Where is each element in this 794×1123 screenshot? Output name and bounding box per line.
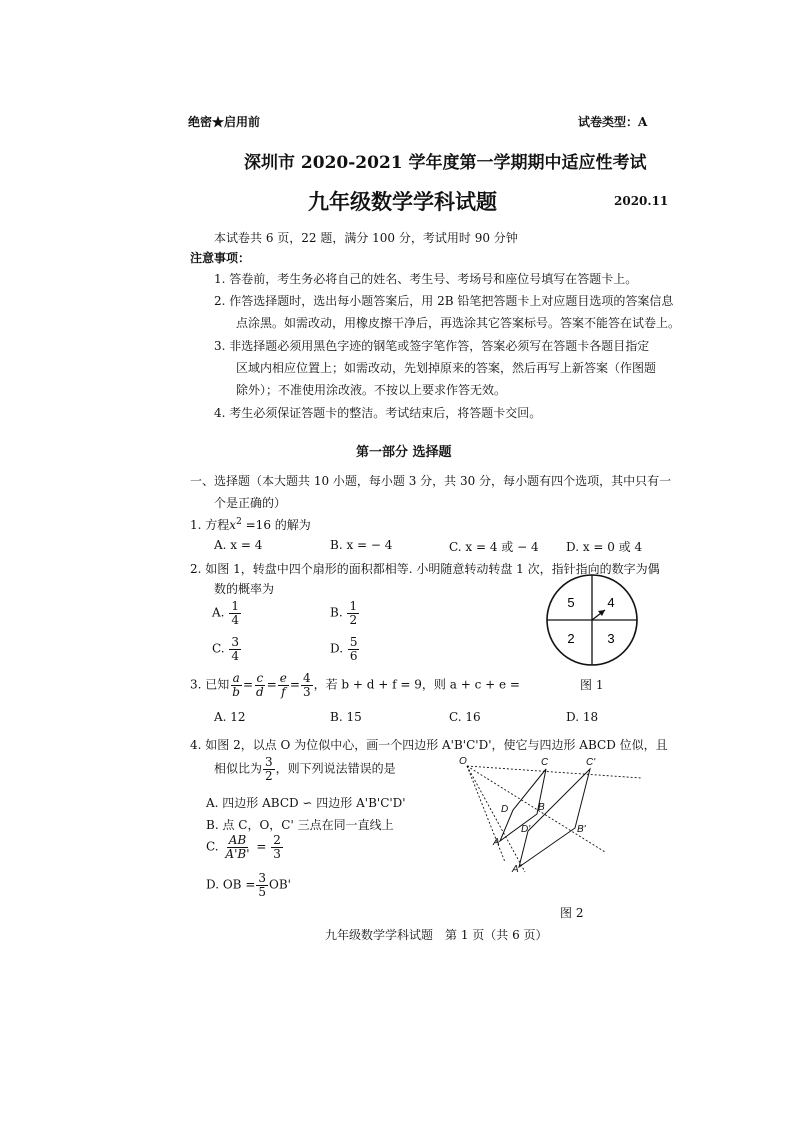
q2-c-fraction [229, 636, 241, 662]
q4-d-fraction [256, 872, 268, 898]
q4-line1-text: 如图 2，以点 O 为位似中心，画一个四边形 A'B'C'D'，使它与四边形 ABCD 位似，且 [205, 738, 668, 752]
spinner-sector-top-left: 5 [567, 595, 575, 610]
q4-ratio [263, 756, 275, 782]
q3-f1-num: a [232, 671, 240, 685]
q1-option-d: D. x = 0 或 4 [566, 540, 643, 554]
q3-f2-num: c [256, 671, 264, 685]
q2-c-label: C. [212, 641, 225, 656]
q3-frac-a-b [230, 672, 242, 698]
note-line: 点涂黑。如需改动，用橡皮擦干净后，再选涂其它答案标号。答案不能答在试卷上。 [236, 316, 681, 330]
point-label-a: A [493, 837, 500, 848]
q2-c-denominator: 4 [231, 648, 240, 663]
part1-title: 第一部分 选择题 [356, 445, 452, 460]
q4-d-label: D. [206, 877, 220, 892]
q4-c-label: C. [206, 839, 219, 854]
note-line: 3. 非选择题必须用黑色字迹的钢笔或签字笔作答，答案必须写在答题卡各题目指定 [214, 339, 650, 353]
spinner-sector-bottom-left: 2 [567, 631, 575, 646]
notes-title: 注意事项： [190, 251, 251, 265]
q2-line1-text: 如图 1，转盘中四个扇形的面积都相等. 小明随意转动转盘 1 次，指针指向的数字为偶 [205, 562, 660, 576]
q2-d-label: D. [330, 641, 344, 656]
point-label-a-prime: A' [512, 864, 521, 875]
q2-option-c [212, 636, 242, 662]
q4-c-rhs-num: 2 [273, 833, 281, 847]
point-label-c: C [541, 757, 549, 768]
figure-2-quadrilaterals [500, 769, 590, 867]
question-4-line1 [190, 736, 668, 753]
q2-number: 2. [190, 562, 202, 576]
q4-d-den: 5 [258, 884, 267, 899]
q3-option-d: D. 18 [566, 710, 599, 724]
q2-d-denominator: 6 [349, 648, 358, 663]
q3-frac-c-d [254, 672, 266, 698]
q4-ratio-den: 2 [265, 768, 273, 783]
point-label-o: O [459, 756, 467, 767]
q4-option-b: B. 点 C，O，C' 三点在同一直线上 [206, 818, 394, 832]
question-3-stem: 3. 已知 $\frac{a}{b}$ = $\frac{c}{d}$ = $\frac{e}{f}$ = $\frac{4}{3}$ ，若 b + d + f = 9，则 a + c + e = [190, 671, 520, 699]
question-1-stem [190, 516, 311, 533]
q1-stem-pre: 方程 [205, 518, 230, 532]
q4-ratio-num: 3 [265, 755, 273, 769]
page-footer: 九年级数学学科试题 第 1 页（共 6 页） [325, 928, 548, 942]
note-line: 除外）；不准使用涂改液。不按以上要求作答无效。 [236, 383, 507, 397]
q3-option-b: B. 15 [330, 710, 362, 724]
q2-b-fraction [347, 600, 359, 626]
point-label-b-prime: B' [577, 824, 586, 835]
q2-a-fraction [229, 600, 241, 626]
q3-f4-den: 3 [302, 684, 311, 699]
spinner-sector-top-right: 4 [607, 595, 615, 610]
exam-date: 2020.11 [614, 194, 669, 208]
q4-option-c [206, 834, 284, 860]
exam-title: 深圳市 2020-2021 学年度第一学期期中适应性考试 [244, 153, 647, 173]
figure-2-label: 图 2 [560, 906, 584, 920]
q3-option-c: C. 16 [449, 710, 481, 724]
q2-c-numerator: 3 [231, 635, 240, 649]
figure-1-spinner [542, 570, 642, 670]
quad-abcd-prime [519, 769, 590, 867]
point-label-c-prime: C' [586, 757, 596, 768]
figure-1-label: 图 1 [580, 678, 604, 692]
section1-line2: 个是正确的） [214, 496, 287, 510]
q4-d-post: OB' [269, 877, 291, 892]
q4-number: 4. [190, 738, 202, 752]
q4-c-eq: = [256, 839, 267, 854]
paper-type: 试卷类型：A [578, 115, 648, 129]
q4-d-num: 3 [258, 871, 267, 885]
q1-option-a: A. x = 4 [214, 538, 263, 552]
intro-text: 本试卷共 6 页，22 题，满分 100 分，考试用时 90 分钟 [214, 231, 518, 245]
q2-a-label: A. [212, 605, 225, 620]
figure-2-rays [467, 766, 641, 872]
figure-2-homothety [455, 752, 655, 902]
ray-o-c [467, 766, 641, 778]
q4-line2-pre: 相似比为 [214, 761, 263, 776]
q3-frac-e-f [278, 672, 289, 698]
q4-line2-post: ，则下列说法错误的是 [275, 761, 396, 776]
secret-label: 绝密★启用前 [188, 115, 261, 129]
section1-line1: 一、选择题（本大题共 10 小题，每小题 3 分，共 30 分，每小题有四个选项，其中只有一 [190, 474, 672, 488]
q3-option-a: A. 12 [214, 710, 246, 724]
ray-o-d [467, 766, 525, 872]
q2-option-b [330, 600, 360, 626]
q2-a-numerator: 1 [231, 599, 239, 613]
q2-b-numerator: 1 [349, 599, 358, 613]
q3-pre: 已知 [205, 677, 230, 692]
q2-d-fraction [348, 636, 360, 662]
q4-c-lhs-num: AB [228, 833, 247, 847]
q2-a-denominator: 4 [231, 612, 239, 627]
q4-option-d [206, 872, 291, 898]
q3-f3-num: e [279, 671, 287, 685]
q4-c-rhs-fraction [271, 834, 283, 860]
q3-condition: ，若 b + d + f = 9，则 a + c + e = [313, 677, 520, 692]
q4-option-a: A. 四边形 ABCD ∽ 四边形 A'B'C'D' [206, 796, 406, 810]
q1-option-c: C. x = 4 或 − 4 [449, 540, 539, 554]
q4-c-lhs-fraction [223, 834, 251, 860]
q1-var: x [229, 518, 237, 532]
q1-number: 1. [190, 518, 202, 532]
note-line: 2. 作答选择题时，选出每小题答案后，用 2B 铅笔把答题卡上对应题目选项的答案信息 [214, 294, 674, 308]
point-label-d: D [501, 804, 509, 815]
q3-f2-den: d [256, 684, 264, 699]
q4-c-lhs-den: A'B' [225, 846, 250, 861]
note-line: 区域内相应位置上；如需改动，先划掉原来的答案，然后再写上新答案（作图题 [236, 361, 657, 375]
q1-stem-post: =16 的解为 [241, 518, 311, 532]
q2-option-d [330, 636, 360, 662]
q2-b-denominator: 2 [349, 612, 358, 627]
q1-option-b: B. x = − 4 [330, 538, 393, 552]
q2-option-a [212, 600, 242, 626]
q1-exponent: 2 [236, 517, 242, 527]
question-2-line2: 数的概率为 [214, 582, 275, 596]
q4-c-rhs-den: 3 [273, 846, 281, 861]
point-label-d-prime: D' [521, 824, 531, 835]
q2-d-numerator: 5 [349, 635, 358, 649]
note-line: 4. 考生必须保证答题卡的整洁。考试结束后，将答题卡交回。 [214, 406, 542, 420]
q3-f3-den: f [281, 684, 286, 699]
q3-f4-num: 4 [302, 671, 311, 685]
note-line: 1. 答卷前，考生务必将自己的姓名、考生号、考场号和座位号填写在答题卡上。 [214, 272, 638, 286]
q3-f1-den: b [232, 684, 240, 699]
point-label-b: B [538, 802, 545, 813]
q3-frac-4-3 [301, 672, 313, 698]
ray-o-b [467, 766, 605, 852]
q4-d-pre: OB = [222, 877, 256, 892]
spinner-sector-bottom-right: 3 [607, 631, 615, 646]
q3-number: 3. [190, 677, 202, 692]
question-4-line2 [214, 756, 396, 782]
q2-b-label: B. [330, 605, 343, 620]
subject-title: 九年级数学学科试题 [308, 189, 497, 214]
